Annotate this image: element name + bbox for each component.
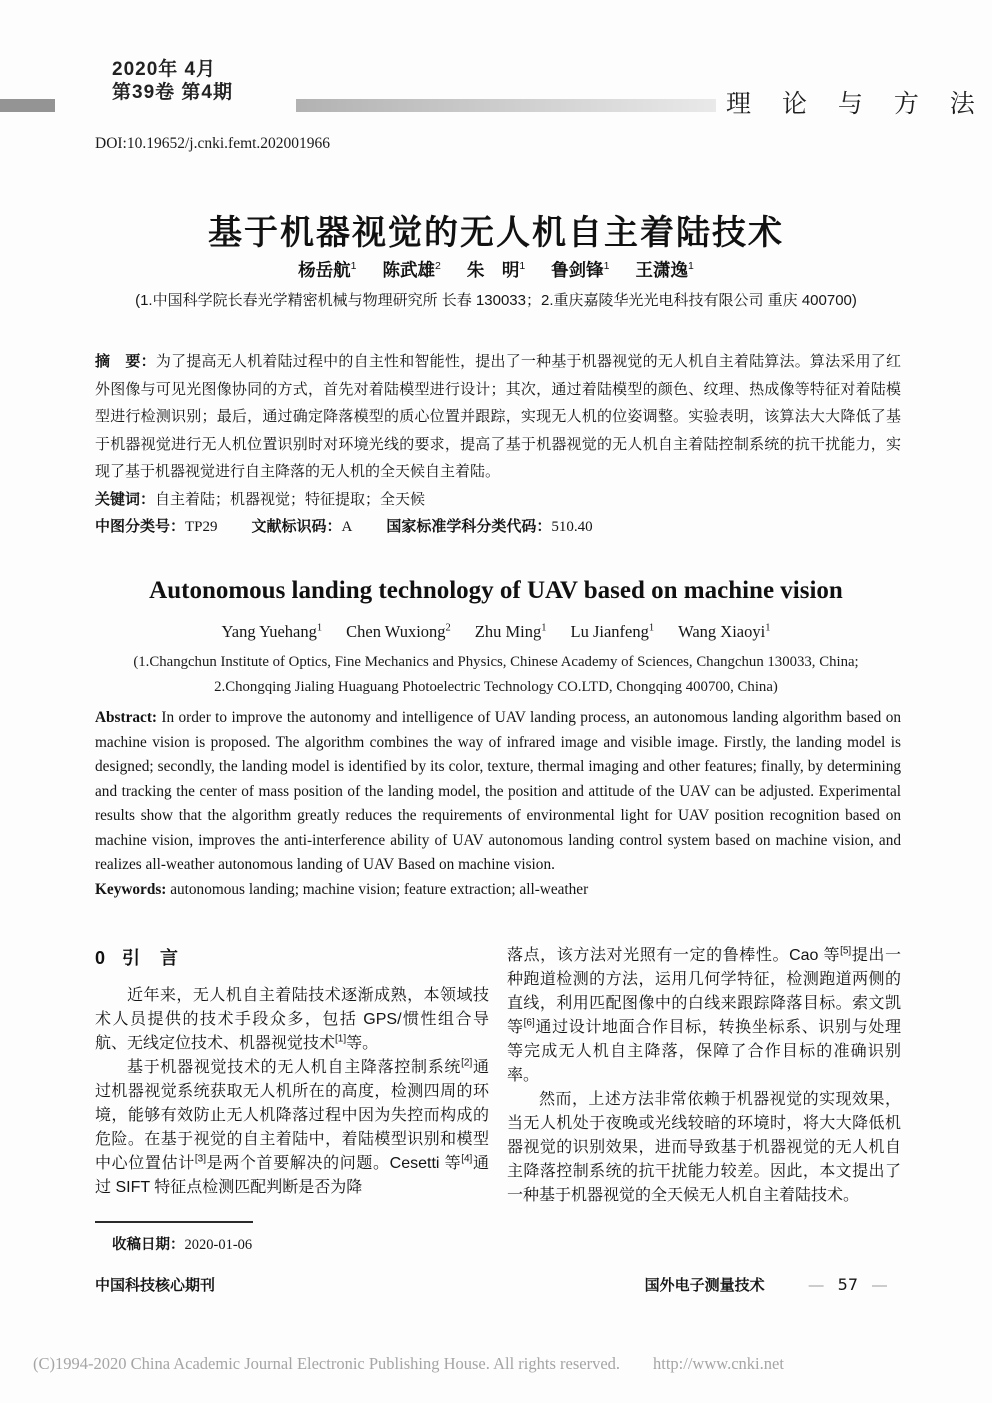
abstract-block-en [95, 706, 901, 902]
author-affiliation-sup: 1 [688, 260, 694, 273]
affiliation-cn: (1.中国科学院长春光学精密机械与物理研究所 长春 130033；2.重庆嘉陵华光光电科技有限公司 重庆 400700) [135, 292, 857, 309]
author-affiliation-sup: 1 [519, 260, 526, 273]
page-dash-right: — [872, 1277, 887, 1294]
clc-label: 中图分类号： [95, 518, 186, 535]
author: Lu Jianfeng$^1$ [570, 622, 655, 641]
paper-title-cn: 基于机器视觉的无人机自主着陆技术 [208, 213, 784, 252]
author-affiliation-sup: 1 [765, 622, 771, 634]
journal-page-number [645, 1274, 901, 1295]
body-paragraph: 然而，上述方法非常依赖于机器视觉的实现效果，当无人机处于夜晚或光线较暗的环境时，将大大降低机器视觉的识别效果，进而导致基于机器视觉的无人机自主降落控制系统的抗干扰能力较差。因此，本文提出了一种基于机器视觉的全天候无人机自主着陆技术。 [507, 1091, 901, 1204]
body-paragraph: 落点，该方法对光照有一定的鲁棒性。Cao 等[5]提出一种跑道检测的方法，运用几何学特征，检测跑道两侧的直线，利用匹配图像中的白线来跟踪降落目标。索文凯等[6]通过设计地面合作目标，转换坐标系、识别与处理等完成无人机自主降落，保障了合作目标的准确识别率。 [507, 945, 901, 1084]
reference-marker: [3] [194, 1153, 206, 1165]
right-column-text [507, 944, 901, 1208]
journal-name: 国外电子测量技术 [644, 1277, 765, 1294]
author: 鲁剑锋$^1$ [551, 260, 610, 280]
abstract-block-cn [95, 348, 901, 542]
section-heading [95, 944, 489, 970]
reference-marker: [2] [461, 1057, 473, 1069]
body-columns [95, 944, 901, 1208]
doi: DOI:10.19652/j.cnki.femt.202001966 [95, 135, 331, 152]
affiliation-en [0, 650, 992, 700]
right-column [507, 944, 901, 1208]
affiliation-en-line2: 2.Chongqing Jialing Huaguang Photoelectric Technology CO.LTD, Chongqing 400700, China) [214, 679, 778, 695]
author-affiliation-sup: 1 [648, 622, 655, 634]
received-date [112, 1233, 252, 1254]
author-affiliation-sup: 2 [445, 622, 451, 634]
author: Zhu Ming$^1$ [474, 622, 547, 641]
abstract-text-cn: 为了提高无人机着陆过程中的自主性和智能性，提出了一种基于机器视觉的无人机自主着陆算法。算法采用了红外图像与可见光图像协同的方式，首先对着陆模型进行设计；其次，通过着陆模型的颜色、纹理、热成像等特征对着陆模型进行检测识别；最后，通过确定降落模型的质心位置并跟踪，实现无人机的位姿调整。实验表明，该算法大大降低了基于机器视觉进行无人机位置识别时对环境光线的要求，提高了基于机器视觉的无人机自主着陆控制系统的抗干扰能力，实现了基于机器视觉进行自主降落的无人机的全天候自主着陆。 [95, 353, 901, 480]
abstract-text-en: In order to improve the autonomy and intelligence of UAV landing process, an autonomous landing algorithm based on machine vision is proposed. The algorithm combines the way of infrared image and visible image. Firstly, the landing model is designed; secondly, the landing model is identified by its color, texture, thermal imaging and other features; finally, by determining and tracking the center of mass position of the landing model, the position and attitude of the UAV can be adjusted. Experimental results show that the algorithm greatly reduces the requirements of environmental light for UAV position recognition based on machine vision, improves the anti-interference ability of UAV autonomous landing control system based on machine vision, and realizes all-weather autonomous landing of UAV Based on machine vision. [95, 709, 901, 873]
footer-row [95, 1274, 901, 1295]
keywords-cn [95, 486, 901, 514]
left-column [95, 944, 489, 1208]
keywords-text-en: autonomous landing; machine vision; feature extraction; all-weather [166, 880, 589, 898]
volume-issue: 第39卷 第4期 [112, 82, 233, 103]
author: Wang Xiaoyi$^1$ [678, 622, 771, 641]
reference-marker: [4] [461, 1153, 473, 1165]
reference-marker: [5] [840, 945, 852, 957]
affiliation-en-line1: (1.Changchun Institute of Optics, Fine Mechanics and Physics, Chinese Academy of Sciences, Changchun 130033, China; [133, 654, 859, 670]
author: Yang Yuehang$^1$ [221, 622, 323, 641]
page-dash-left: — [808, 1277, 824, 1294]
abstract-en [95, 706, 901, 878]
author: 陈武雄$^2$ [382, 260, 441, 280]
clc-value: TP29 [185, 519, 218, 535]
author: 王潇逸$^1$ [635, 260, 694, 280]
abstract-label-cn: 摘 要： [95, 353, 156, 370]
body-paragraph: 基于机器视觉技术的无人机自主降落控制系统[2]通过机器视觉系统获取无人机所在的高度，检测四周的环境，能够有效防止无人机降落过程中因为失控而构成的危险。在基于视觉的自主着陆中，着陆模型识别和模型中心位置估计[3]是两个首要解决的问题。Cesetti 等[4]通过 SIFT 特征点检测匹配判断是否为降 [95, 1057, 489, 1196]
author-affiliation-sup: 1 [603, 260, 610, 273]
left-column-text [95, 984, 489, 1200]
copyright-notice: (C)1994-2020 China Academic Journal Electronic Publishing House. All rights reserved. http://www.cnki.net [33, 1354, 784, 1373]
reference-marker: [1] [335, 1033, 347, 1045]
issue-date: 2020年 4月 [112, 59, 217, 80]
keywords-label-cn: 关键词： [95, 490, 156, 508]
section-number: 0 [95, 948, 107, 968]
core-journal-badge: 中国科技核心期刊 [95, 1277, 216, 1294]
author-affiliation-sup: 1 [541, 622, 547, 634]
classification-line [95, 513, 901, 542]
doc-code-value: A [341, 519, 353, 535]
page-number: 57 [837, 1275, 858, 1294]
received-date-value: 2020-01-06 [184, 1237, 253, 1253]
author: 杨岳航$^1$ [298, 260, 357, 280]
author: 朱 明$^1$ [466, 260, 526, 280]
footnote-rule [95, 1221, 253, 1223]
author-affiliation-sup: 1 [350, 260, 357, 273]
header-gradient-bar [296, 99, 716, 112]
abstract-label-en: Abstract: [95, 709, 158, 726]
volume-info [112, 58, 233, 104]
keywords-text-cn: 自主着陆；机器视觉；特征提取；全天候 [155, 490, 426, 508]
subject-code-label: 国家标准学科分类代码： [386, 518, 552, 535]
section-title: 引 言 [122, 948, 180, 968]
header-left-bar [0, 99, 55, 112]
reference-marker: [6] [523, 1017, 535, 1029]
author-affiliation-sup: 2 [434, 260, 441, 273]
authors-en [0, 622, 992, 642]
journal-section-name: 理 论 与 方 法 [726, 90, 987, 118]
keywords-en [95, 878, 901, 903]
abstract-cn [95, 348, 901, 486]
authors-cn [0, 257, 992, 282]
subject-code-value: 510.40 [551, 519, 593, 535]
body-paragraph: 近年来，无人机自主着陆技术逐渐成熟，本领域技术人员提供的技术手段众多，包括 GPS/惯性组合导航、无线定位技术、机器视觉技术[1]等。 [95, 987, 489, 1052]
author-affiliation-sup: 1 [316, 622, 323, 634]
doc-code-label: 文献标识码： [251, 518, 342, 535]
paper-title-en: Autonomous landing technology of UAV based on machine vision [149, 576, 843, 604]
keywords-label-en: Keywords: [95, 880, 167, 898]
author: Chen Wuxiong$^2$ [346, 622, 451, 641]
received-date-label: 收稿日期： [112, 1237, 185, 1253]
